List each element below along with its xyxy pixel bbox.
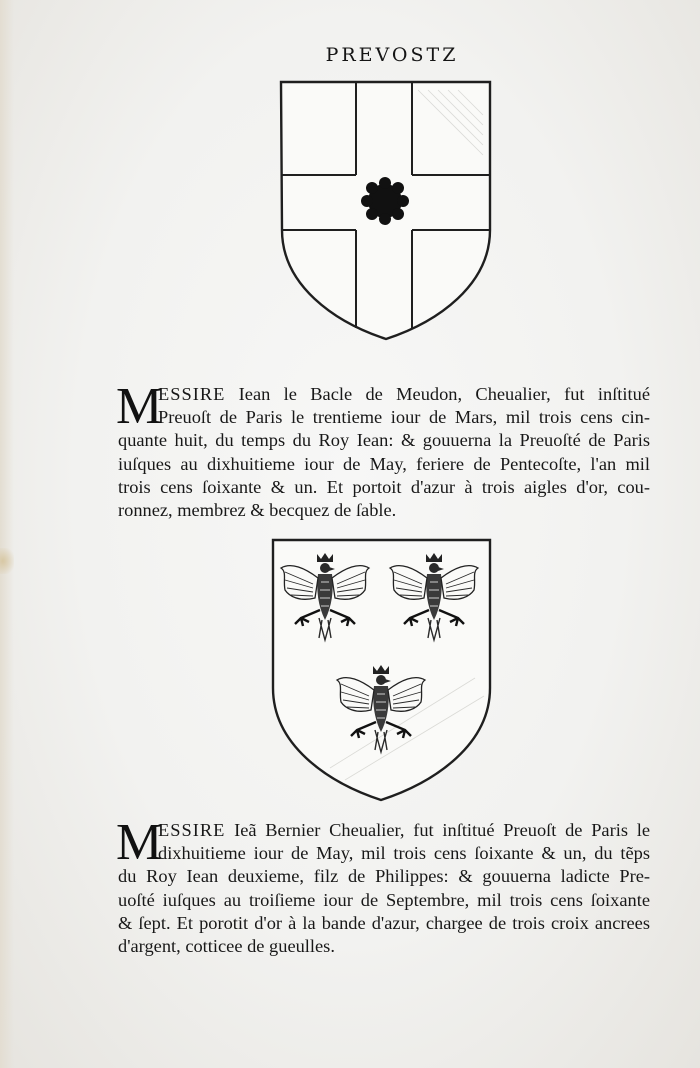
text-line xyxy=(118,429,650,452)
eagles-shield-woodcut xyxy=(270,538,494,802)
text-line xyxy=(118,865,650,888)
entry-jean-le-bacle xyxy=(116,378,650,522)
paper-stain xyxy=(0,548,14,574)
cross-shield-woodcut xyxy=(278,80,494,342)
line-text: dixhuitieme iour de May, mil trois cens ſoixante & un, du tẽps xyxy=(158,843,650,864)
text-line xyxy=(118,406,650,429)
text-line xyxy=(118,889,650,912)
caps-word: ESSIRE xyxy=(158,384,226,404)
line-text: & ſept. Et porotit d'or à la bande d'azur, chargee de trois croix ancrees xyxy=(118,912,650,933)
line-text: trois cens ſoixante & un. Et portoit d'azur à trois aigles d'or, cou- xyxy=(118,476,650,497)
line-text: Preuoſt de Paris le trentieme iour de Mars, mil trois cens cin- xyxy=(158,407,650,428)
page-gutter-shadow xyxy=(0,0,14,1068)
line-text: Ieã Bernier Cheualier, fut inſtitué Preuoſt de Paris le xyxy=(225,820,650,840)
coat-of-arms-cross xyxy=(278,80,494,342)
line-text: ronnez, membrez & becquez de ſable. xyxy=(118,500,397,521)
line-text: du Roy Iean deuxieme, filz de Philippes: & gouuerna ladicte Pre- xyxy=(118,866,650,887)
running-head xyxy=(0,44,700,66)
line-text: uoſté iuſques au troiſieme iour de Septembre, mil trois cens ſoixante xyxy=(118,889,650,910)
text-line xyxy=(118,383,650,406)
line-text: d'argent, cotticee de gueulles. xyxy=(118,936,335,957)
line-text: iuſques au dixhuitieme iour de May, feriere de Pentecoſte, l'an mil xyxy=(118,453,650,474)
text-line xyxy=(118,842,650,865)
drop-cap: M xyxy=(116,378,163,435)
text-line xyxy=(118,476,650,499)
line-text: Iean le Bacle de Meudon, Cheualier, fut inſtitué xyxy=(225,384,650,404)
caps-word: ESSIRE xyxy=(158,820,226,840)
drop-cap: M xyxy=(116,814,163,871)
text-line xyxy=(118,499,650,522)
entry-jean-bernier xyxy=(116,814,650,958)
text-line xyxy=(118,453,650,476)
line-text: quante huit, du temps du Roy Iean: & gouuerna la Preuoſté de Paris xyxy=(118,430,650,451)
rosette-icon xyxy=(361,177,409,225)
coat-of-arms-eagles xyxy=(270,538,494,802)
text-line xyxy=(118,935,650,958)
text-line xyxy=(118,912,650,935)
text-line xyxy=(118,819,650,842)
running-head-text: PREVOSTZ xyxy=(325,44,459,66)
